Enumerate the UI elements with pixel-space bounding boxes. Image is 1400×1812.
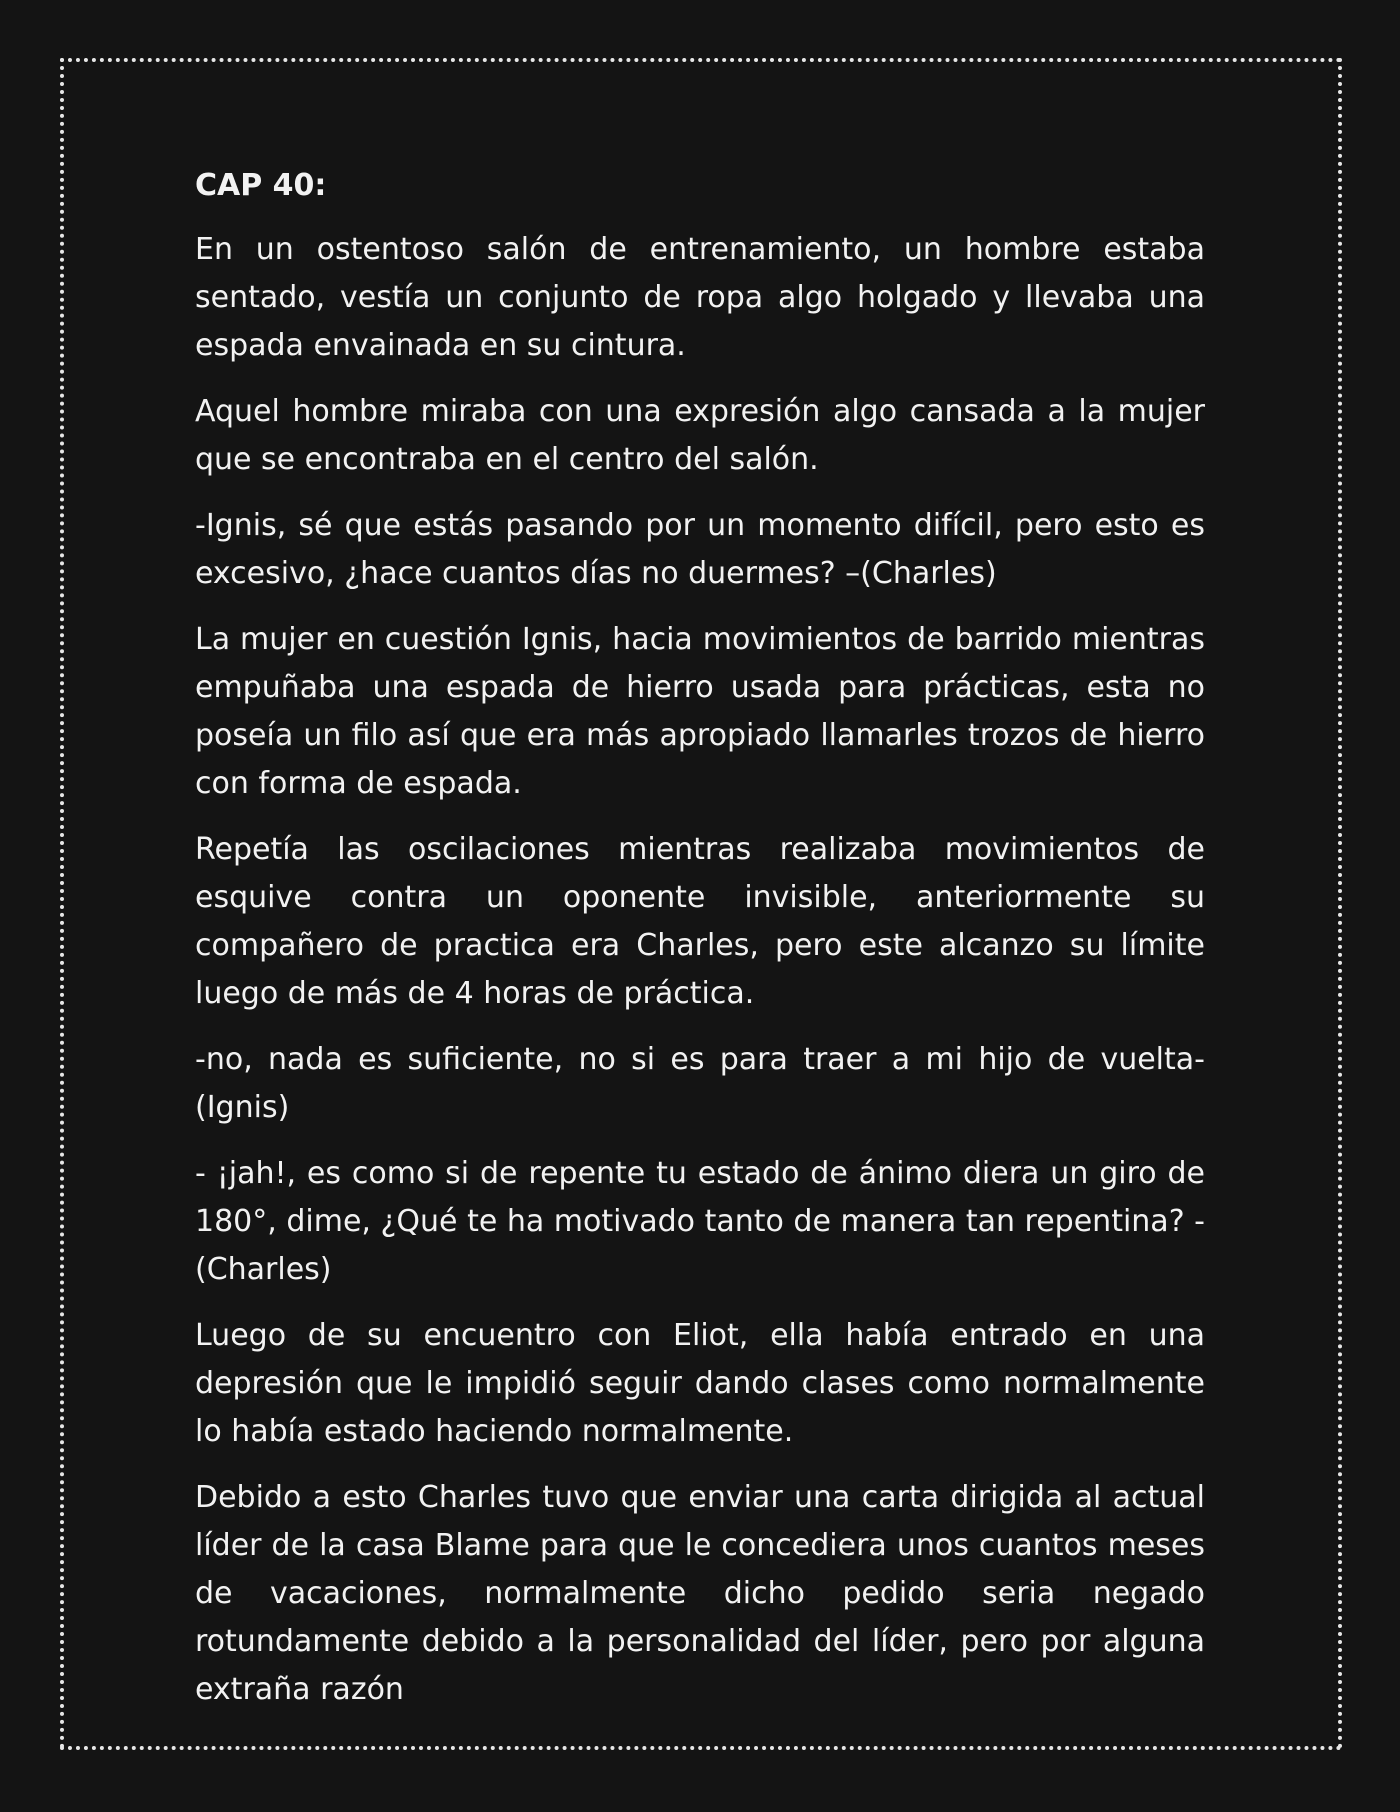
paragraph: Debido a esto Charles tuvo que enviar una carta dirigida al actual líder de la casa Blame para que le concediera unos cuantos meses de vacaciones, normalmente dicho pedido seria negado rotundamente debido a la personalidad del líder, pero por alguna extraña razón — [195, 1480, 1205, 1707]
paragraph: Aquel hombre miraba con una expresión algo cansada a la mujer que se encontraba en el centro del salón. — [195, 394, 1205, 477]
paragraph: La mujer en cuestión Ignis, hacia movimientos de barrido mientras empuñaba una espada de hierro usada para prácticas, esta no poseía un filo así que era más apropiado llamarles trozos de hierro con forma de espada. — [195, 622, 1205, 801]
paragraph: - ¡jah!, es como si de repente tu estado de ánimo diera un giro de 180°, dime, ¿Qué te ha motivado tanto de manera tan repentina? -(Charles) — [195, 1156, 1205, 1287]
paragraph: -no, nada es suficiente, no si es para traer a mi hijo de vuelta-(Ignis) — [195, 1042, 1205, 1125]
chapter-title: CAP 40: — [195, 168, 327, 203]
paragraph: En un ostentoso salón de entrenamiento, un hombre estaba sentado, vestía un conjunto de ropa algo holgado y llevaba una espada envainada en su cintura. — [195, 232, 1205, 363]
paragraph: Luego de su encuentro con Eliot, ella había entrado en una depresión que le impidió seguir dando clases como normalmente lo había estado haciendo normalmente. — [195, 1318, 1205, 1449]
chapter-text — [195, 162, 1205, 1732]
paragraph: Repetía las oscilaciones mientras realizaba movimientos de esquive contra un oponente invisible, anteriormente su compañero de practica era Charles, pero este alcanzo su límite luego de más de 4 horas de práctica. — [195, 832, 1205, 1011]
paragraph: -Ignis, sé que estás pasando por un momento difícil, pero esto es excesivo, ¿hace cuantos días no duermes? –(Charles) — [195, 508, 1205, 591]
